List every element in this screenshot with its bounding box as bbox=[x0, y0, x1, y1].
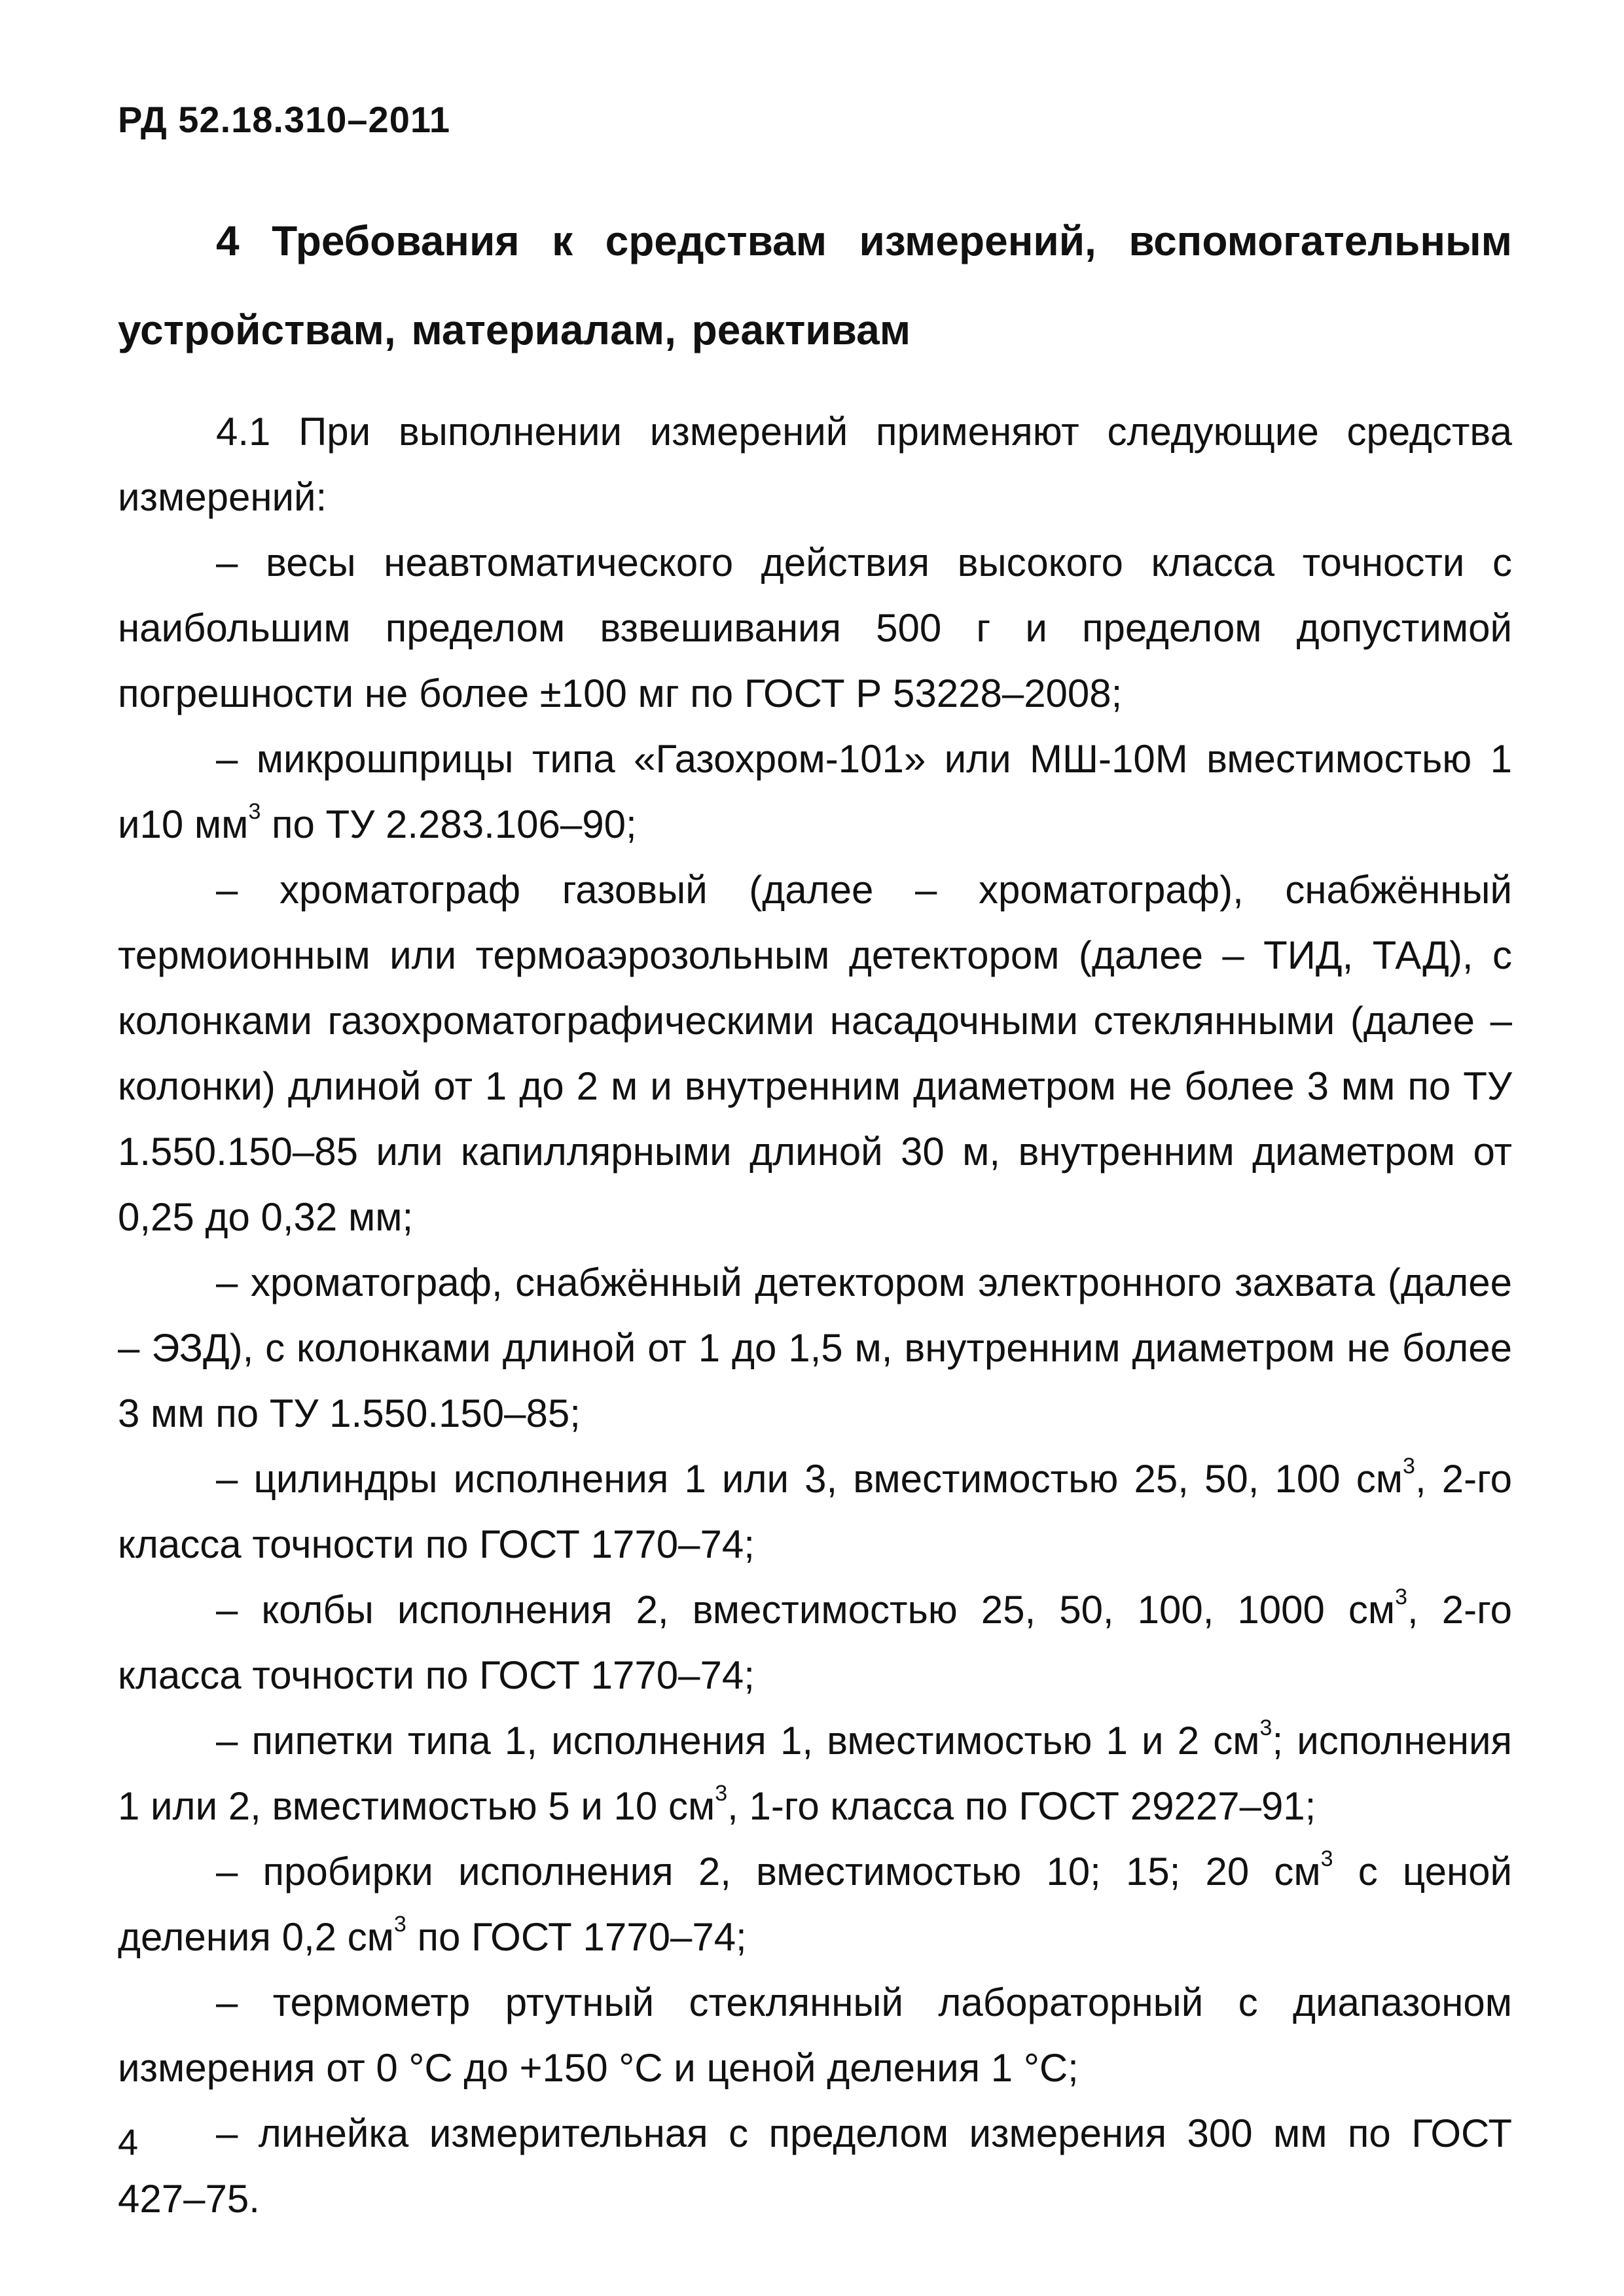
superscript: 3 bbox=[1395, 1585, 1408, 1609]
list-item bbox=[118, 1446, 1512, 1577]
intro-paragraph: 4.1 При выполнении измерений применяют следующие средства измерений: bbox=[118, 410, 1512, 519]
list-item-text: , 2-го класса точности по ГОСТ 1770–74; bbox=[118, 1588, 1513, 1697]
superscript: 3 bbox=[248, 799, 261, 824]
list-item bbox=[118, 530, 1512, 726]
list-item-text: по ТУ 2.283.106–90; bbox=[261, 802, 637, 846]
superscript: 3 bbox=[393, 1912, 406, 1937]
superscript: 3 bbox=[715, 1781, 728, 1806]
list-item bbox=[118, 1970, 1512, 2101]
list-item bbox=[118, 1577, 1512, 1708]
section-title: 4 Требования к средствам измерений, вспомогательным устройствам, материалам, реактивам bbox=[118, 217, 1512, 353]
list-item bbox=[118, 857, 1512, 1250]
list-item bbox=[118, 1708, 1512, 1839]
superscript: 3 bbox=[1403, 1454, 1415, 1479]
list-item-text: с ценой деления 0,2 см bbox=[118, 1850, 1513, 1959]
list-item-text: ; исполнения 1 или 2, вместимостью 5 и 10 см bbox=[118, 1719, 1512, 1828]
list-item-text: , 2-го класса точности по ГОСТ 1770–74; bbox=[118, 1457, 1513, 1566]
list-item bbox=[118, 1839, 1512, 1970]
list-item bbox=[118, 2101, 1512, 2232]
list-item-text: – цилиндры исполнения 1 или 3, вместимостью 25, 50, 100 см bbox=[216, 1457, 1403, 1501]
list-item-text: – хроматограф газовый (далее – хроматограф), снабжённый термоионным или термоаэрозольным детектором (далее – ТИД, ТАД), с колонками газохроматографическими насадочными стеклянными (далее – колонки) длиной от 1 до 2 м и внутренним диаметром не более 3 мм по ТУ 1.550.150–85 или капиллярными длиной 30 м, внутренним диаметром от 0,25 до 0,32 мм; bbox=[118, 868, 1512, 1239]
page-number: 4 bbox=[118, 2121, 139, 2162]
body-text bbox=[118, 399, 1512, 2232]
list-item-text: – пипетки типа 1, исполнения 1, вместимостью 1 и 2 см bbox=[216, 1719, 1260, 1763]
list-item-text: по ГОСТ 1770–74; bbox=[406, 1915, 747, 1959]
document-code-header: РД 52.18.310–2011 bbox=[118, 99, 451, 140]
list-item-text: – колбы исполнения 2, вместимостью 25, 50, 100, 1000 см bbox=[216, 1588, 1396, 1632]
list-item-text: – микрошприцы типа «Газохром-101» или МШ-10М вместимостью 1 и10 мм bbox=[118, 737, 1512, 846]
list-item-text: – пробирки исполнения 2, вместимостью 10; 15; 20 см bbox=[216, 1850, 1321, 1893]
list-item-text: – весы неавтоматического действия высокого класса точности с наибольшим пределом взвешивания 500 г и пределом допустимой погрешности не более ±100 мг по ГОСТ Р 53228–2008; bbox=[118, 541, 1512, 715]
list-item bbox=[118, 726, 1512, 857]
list-item-text: , 1-го класса по ГОСТ 29227–91; bbox=[727, 1784, 1316, 1828]
list-item bbox=[118, 1250, 1512, 1446]
superscript: 3 bbox=[1320, 1846, 1333, 1871]
list-item-text: – линейка измерительная с пределом измерения 300 мм по ГОСТ 427–75. bbox=[118, 2111, 1512, 2221]
superscript: 3 bbox=[1259, 1715, 1272, 1740]
list-item-text: – термометр ртутный стеклянный лабораторный с диапазоном измерения от 0 °С до +150 °С и ценой деления 1 °С; bbox=[118, 1981, 1512, 2090]
list-item-text: – хроматограф, снабжённый детектором электронного захвата (далее – ЭЗД), с колонками длиной от 1 до 1,5 м, внутренним диаметром не более 3 мм по ТУ 1.550.150–85; bbox=[118, 1261, 1512, 1435]
